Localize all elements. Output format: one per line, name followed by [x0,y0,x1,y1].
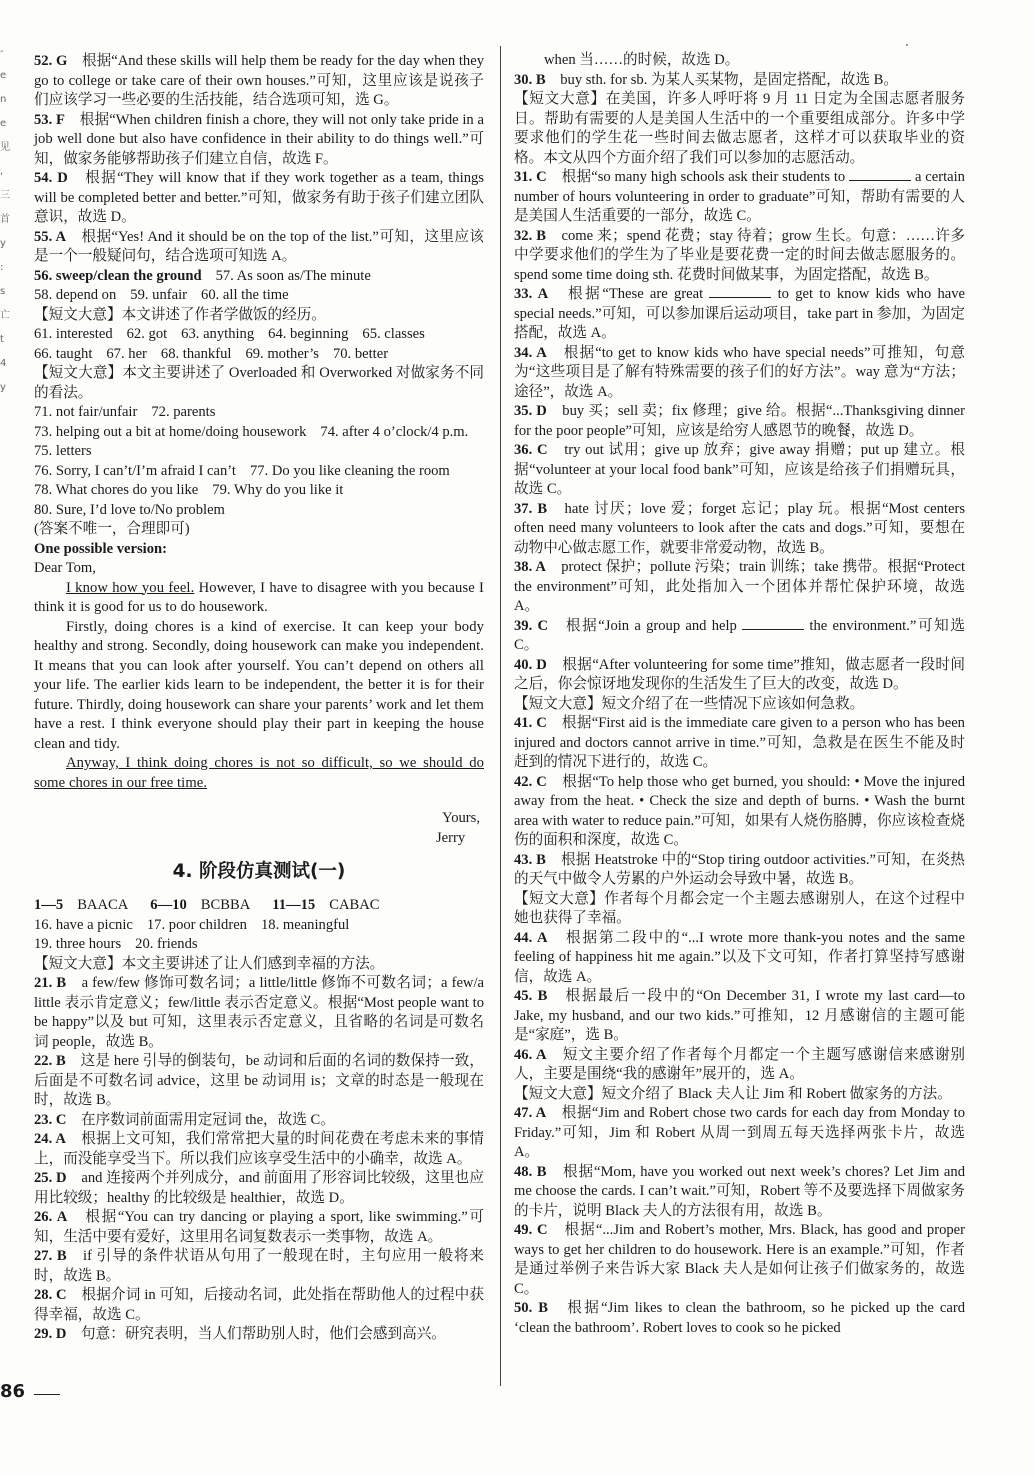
answer-45: 45. B 根据最后一段中的“On December 31, I wrote my last card—to Jake, my husband, and our two kids.”可推知，12 月感谢信的主题可能是“家庭”，选 B。 [514,988,965,1043]
answer-50: 50. B 根据“Jim likes to clean the bathroom, so he picked up the card ‘clean the bathroom’. Robert loves to cook so he picked [514,1300,965,1336]
answer-80: 80. Sure, I’d love to/No problem [34,501,225,518]
answer-29-continued: when 当……的时候，故选 D。 [544,52,740,68]
letter-greeting: Dear Tom, [34,560,96,576]
answer-26: 26. A 根据“You can try dancing or playing a sport, like swimming.”可知，生活中要有爱好，这里用名词复数表示一类事物，故选 A。 [34,1209,484,1245]
summary-thanks: 【短文大意】作者每个月都会定一个主题去感谢别人，在这个过程中她也获得了幸福。 [514,890,965,926]
letter-para-2: Firstly, doing chores is a kind of exercise. It can keep your body healthy and strong. Secondly, doing housework can make you independent. It means that you can look after yourself. You can’t depend on others all your life. The earlier kids learn to be independent, the better it is for their future. Thirdly, doing housework can share your parents’ work and let them have a rest. I think everyone should play their part in keeping the house clean and tidy. [34,618,484,752]
answers-19-20: 19. three hours 20. friends [34,936,198,952]
answer-53: 53. F 根据“When children finish a chore, they will not only take pride in a job well done but also have confidence in their ability to do things well.”可知，做家务能够帮助孩子们建立自信，故选 F。 [34,111,484,167]
answer-24: 24. A 根据上文可知，我们常常把大量的时间花费在考虑未来的事情上，而没能享受当下。所以我们应该享受生活中的小确幸，故选 A。 [34,1131,484,1167]
answer-40: 40. D 根据“After volunteering for some time”推知，做志愿者一段时间之后，你会惊讶地发现你的生活发生了巨大的改变，故选 D。 [514,656,965,692]
answer-36: 36. C try out 试用；give up 放弃；give away 捐赠；put up 建立。根据“volunteer at your local food bank”可知，应该是给孩子们捐赠玩具，故选 C。 [514,442,965,497]
section-title: 4. 阶段仿真测试(一) [172,861,346,882]
answer-48: 48. B 根据“Mom, have you worked out next week’s chores? Let Jim and me choose the cards. I can’t wait.”可知，Robert 等不及要选择下周做家务的卡片，说明 Black 夫人的方法很有用，故选 B。 [514,1163,965,1219]
answer-54: 54. D 根据“They will know that if they work together as a team, things will be completed better and better.”可知，做家务有助于孩子们建立团队意识，故选 D。 [34,170,484,225]
blank-line [709,285,771,298]
answers-78-79: 78. What chores do you like 79. Why do you like it [34,482,344,498]
summary-black-family: 【短文大意】短文介绍了 Black 夫人让 Jim 和 Robert 做家务的方法。 [514,1085,952,1102]
answer-25: 25. D and 连接两个并列成分，and 前面用了形容词比较级，这里也应用比较级；healthy 的比较级是 healthier，故选 D。 [34,1170,484,1206]
summary-volunteer: 【短文大意】在美国，许多人呼吁将 9 月 11 日定为全国志愿者服务日。帮助有需要的人是美国人生活中的一个重要组成部分。许多中学要求他们的学生花一些时间去做志愿者，这样才可以获取毕业的资格。本文从四个方面介绍了我们可以参加的志愿活动。 [514,91,965,166]
answer-33: 33. A 根据“These are great to get to know kids who have special needs.”可知，可以参加课后运动项目，take part in 参加，为固定搭配，故选 A。 [514,286,966,341]
answer-47: 47. A 根据“Jim and Robert chose two cards for each day from Monday to Friday.”可知，Jim 和 Robert 从周一到周五每天选择两张卡片，故选 A。 [514,1105,966,1160]
note-not-unique: (答案不唯一，合理即可) [34,521,190,537]
answers-61-65: 61. interested 62. got 63. anything 64. beginning 65. classes [34,326,425,342]
answers-76-77: 76. Sorry, I can’t/I’m afraid I can’t 77. Do you like cleaning the room [34,462,450,479]
answers-73-74: 73. helping out a bit at home/doing housework 74. after 4 o’clock/4 p.m. [34,423,469,440]
letter-para-3: Anyway, I think doing chores is not so difficult, so we should do some chores in our free time. [34,755,484,791]
blank-line [742,617,804,630]
answer-28: 28. C 根据介词 in 可知，后接动名词，此处指在帮助他人的过程中获得幸福，故选 C。 [34,1287,484,1323]
answer-21: 21. B a few/few 修饰可数名词；a little/little 修饰不可数名词；a few/a little 表示肯定意义；few/little 表示否定意义。根据“Most people want to be happy”以及 but 可知，这里表示否定意义，且省略的名词是可数名词 people，故选 B。 [34,975,484,1050]
answer-44: 44. A 根据第二段中的“...I wrote more thank-you notes and the same feeling of happiness hit me again.”以及下文可知，作者打算坚持写感谢信，故选 A。 [514,929,966,985]
answer-22: 22. B 这是 here 引导的倒装句，be 动词和后面的名词的数保持一致，后面是不可数名词 advice，这里 be 动词用 is；文章的时态是一般现在时，故选 B。 [34,1053,485,1108]
column-divider [500,46,501,1386]
letter-closing: Yours, [442,810,480,826]
blank-line [849,168,911,181]
answer-42: 42. C 根据“To help those who get burned, you should: • Move the injured away from the heat. • Check the size and depth of burns. • Wash the burnt area with water to reduce pain.”可知，如果有人烧伤胳膊，你应该检查烧伤的面积和深度，故选 C。 [514,773,965,848]
answer-35: 35. D buy 买；sell 卖；fix 修理；give 给。根据“...Thanksgiving dinner for the poor people”可知，应该是给穷人感恩节的晚餐，故选 D。 [514,403,965,439]
answer-27: 27. B if 引导的条件状语从句用了一般现在时，主句应用一般将来时，故选 B。 [34,1248,484,1284]
letter-para-1: I know how you feel. However, I have to disagree with you because I think it is good for us to do housework. [34,579,484,615]
answer-49: 49. C 根据“...Jim and Robert’s mother, Mrs. Black, has good and proper ways to get her children to do housework. Here is an example.”可知，作者是通过举例子来告诉大家 Black 夫人是如何让孩子们做家务的，故选 C。 [514,1222,966,1297]
letter-signature: Jerry [436,829,466,846]
answer-30: 30. B buy sth. for sb. 为某人买某物，是固定搭配，故选 B。 [514,71,898,88]
answers-71-72: 71. not fair/unfair 72. parents [34,404,216,420]
right-column [514,51,965,1338]
scan-speck [906,44,908,46]
summary-housework-views: 【短文大意】本文主要讲述了 Overloaded 和 Overworked 对做家务不同的看法。 [34,365,484,401]
page-edge-bleed: - e n e 见 , 三 首 y : s 亡 t 4 y [0,46,10,393]
answer-55: 55. A 根据“Yes! And it should be on the top of the list.”可知，这里应该是一个一般疑问句，结合选项可知选 A。 [34,228,484,264]
summary-happiness: 【短文大意】本文主要讲述了让人们感到幸福的方法。 [34,955,385,972]
possible-version-label: One possible version: [34,540,167,557]
page-number: 86 [0,1381,26,1402]
summary-cooking: 【短文大意】本文讲述了作者学做饭的经历。 [34,306,326,323]
answer-41: 41. C 根据“First aid is the immediate care given to a person who has been injured and doctors cannot arrive in time.”可知，急救是在医生不能及时赶到的情况下进行的，故选 C。 [514,715,965,770]
answer-31: 31. C 根据“so many high schools ask their students to a certain number of hours volunteering in order to graduate”可知，帮助有需要的人是美国人生活重要的一部分，故选 C。 [514,169,965,224]
answer-23: 23. C 在序数词前面需用定冠词 the，故选 C。 [34,1111,335,1128]
page-number-rule [34,1394,60,1395]
answer-37: 37. B hate 讨厌；love 爱；forget 忘记；play 玩。根据“Most centers often need many volunteers to look after the cats and dogs.”可知，要想在动物中心做志愿工作，就要非常爱动物，故选 B。 [514,500,966,556]
answer-34: 34. A 根据“to get to know kids who have special needs”可推知，句意为“这些项目是了解有特殊需要的孩子们的好方法”。way 意为“方法；途径”，故选 A。 [514,344,966,400]
answers-16-18: 16. have a picnic 17. poor children 18. meaningful [34,916,350,933]
left-column [34,52,484,1345]
answer-46: 46. A 短文主要介绍了作者每个月都定一个主题写感谢信来感谢别人，主要是围绕“我的感谢年”展开的，选 A。 [514,1046,965,1082]
answer-43: 43. B 根据 Heatstroke 中的“Stop tiring outdoor activities.”可知，在炎热的天气中做令人劳累的户外运动会导致中暑，故选 B。 [514,851,966,887]
answers-1-15: 1—5 BAACA 6—10 BCBBA 11—15 CABAC [34,897,380,913]
answer-32: 32. B come 来；spend 花费；stay 待着；grow 生长。句意：……许多中学要求他们的学生为了毕业是要花费一定的时间去做志愿服务的。spend some time doing sth. 花费时间做某事，为固定搭配，故选 B。 [514,227,966,283]
answers-58-60: 58. depend on 59. unfair 60. all the time [34,287,289,303]
summary-first-aid: 【短文大意】短文介绍了在一些情况下应该如何急救。 [514,695,865,712]
answer-29: 29. D 句意：研究表明，当人们帮助别人时，他们会感到高兴。 [34,1326,446,1342]
answer-39: 39. C 根据“Join a group and help the environment.”可知选 C。 [514,617,965,653]
answer-38: 38. A protect 保护；pollute 污染；train 训练；take 携带。根据“Protect the environment”可知，此处指加入一个团体并帮忙保护环境，故选 A。 [514,559,966,614]
answer-75: 75. letters [34,443,92,459]
answer-52: 52. G 根据“And these skills will help them be ready for the day when they go to college or take care of their own houses.”可知，这里应该是说孩子们应该学习一些必要的生活技能，结合选项可知，选 G。 [34,53,484,108]
answers-56-57: 56. sweep/clean the ground 57. As soon as/The minute [34,267,371,284]
answers-66-70: 66. taught 67. her 68. thankful 69. mother’s 70. better [34,345,389,362]
